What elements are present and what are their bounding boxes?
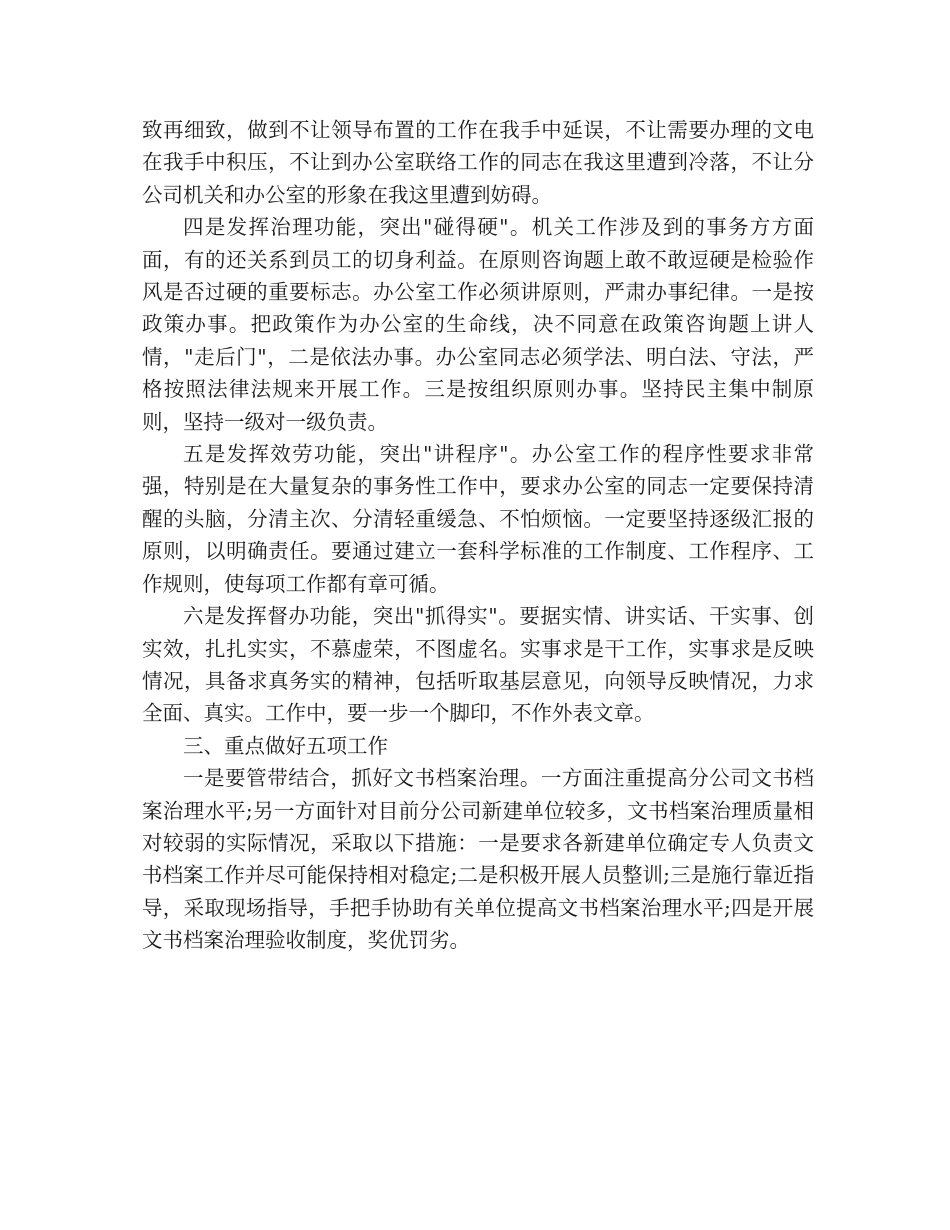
paragraph-task-one: 一是要管带结合，抓好文书档案治理。一方面注重提高分公司文书档案治理水平;另一方面针对目前分公司新建单位较多，文书档案治理质量相对较弱的实际情况，采取以下措施：一是要求各新建单位确定专人负责文书档案工作并尽可能保持相对稳定;二是积极开展人员整训;三是施行靠近指导，采取现场指导，手把手协助有关单位提高文书档案治理水平;四是开展文书档案治理验收制度，奖优罚劣。 [142, 766, 814, 953]
document-body [142, 114, 814, 957]
paragraph-point-five: 五是发挥效劳功能，突出"讲程序"。办公室工作的程序性要求非常强，特别是在大量复杂的事务性工作中，要求办公室的同志一定要保持清醒的头脑，分清主次、分清轻重缓急、不怕烦恼。一定要坚持逐级汇报的原则，以明确责任。要通过建立一套科学标准的工作制度、工作程序、工作规则，使每项工作都有章可循。 [142, 442, 814, 596]
paragraph-continuation: 致再细致，做到不让领导布置的工作在我手中延误，不让需要办理的文电在我手中积压，不让到办公室联络工作的同志在我这里遭到冷落，不让分公司机关和办公室的形象在我这里遭到妨碍。 [142, 118, 814, 207]
paragraph-point-four: 四是发挥治理功能，突出"碰得硬"。机关工作涉及到的事务方方面面，有的还关系到员工的切身利益。在原则咨询题上敢不敢逗硬是检验作风是否过硬的重要标志。办公室工作必须讲原则，严肃办事纪律。一是按政策办事。把政策作为办公室的生命线，决不同意在政策咨询题上讲人情，"走后门"，二是依法办事。办公室同志必须学法、明白法、守法，严格按照法律法规来开展工作。三是按组织原则办事。坚持民主集中制原则，坚持一级对一级负责。 [142, 215, 814, 434]
paragraph-point-six: 六是发挥督办功能，突出"抓得实"。要据实情、讲实话、干实事、创实效，扎扎实实，不慕虚荣，不图虚名。实事求是干工作，实事求是反映情况，具备求真务实的精神，包括听取基层意见，向领导反映情况，力求全面、真实。工作中，要一步一个脚印，不作外表文章。 [142, 604, 814, 726]
section-heading-three: 三、重点做好五项工作 [183, 733, 388, 758]
